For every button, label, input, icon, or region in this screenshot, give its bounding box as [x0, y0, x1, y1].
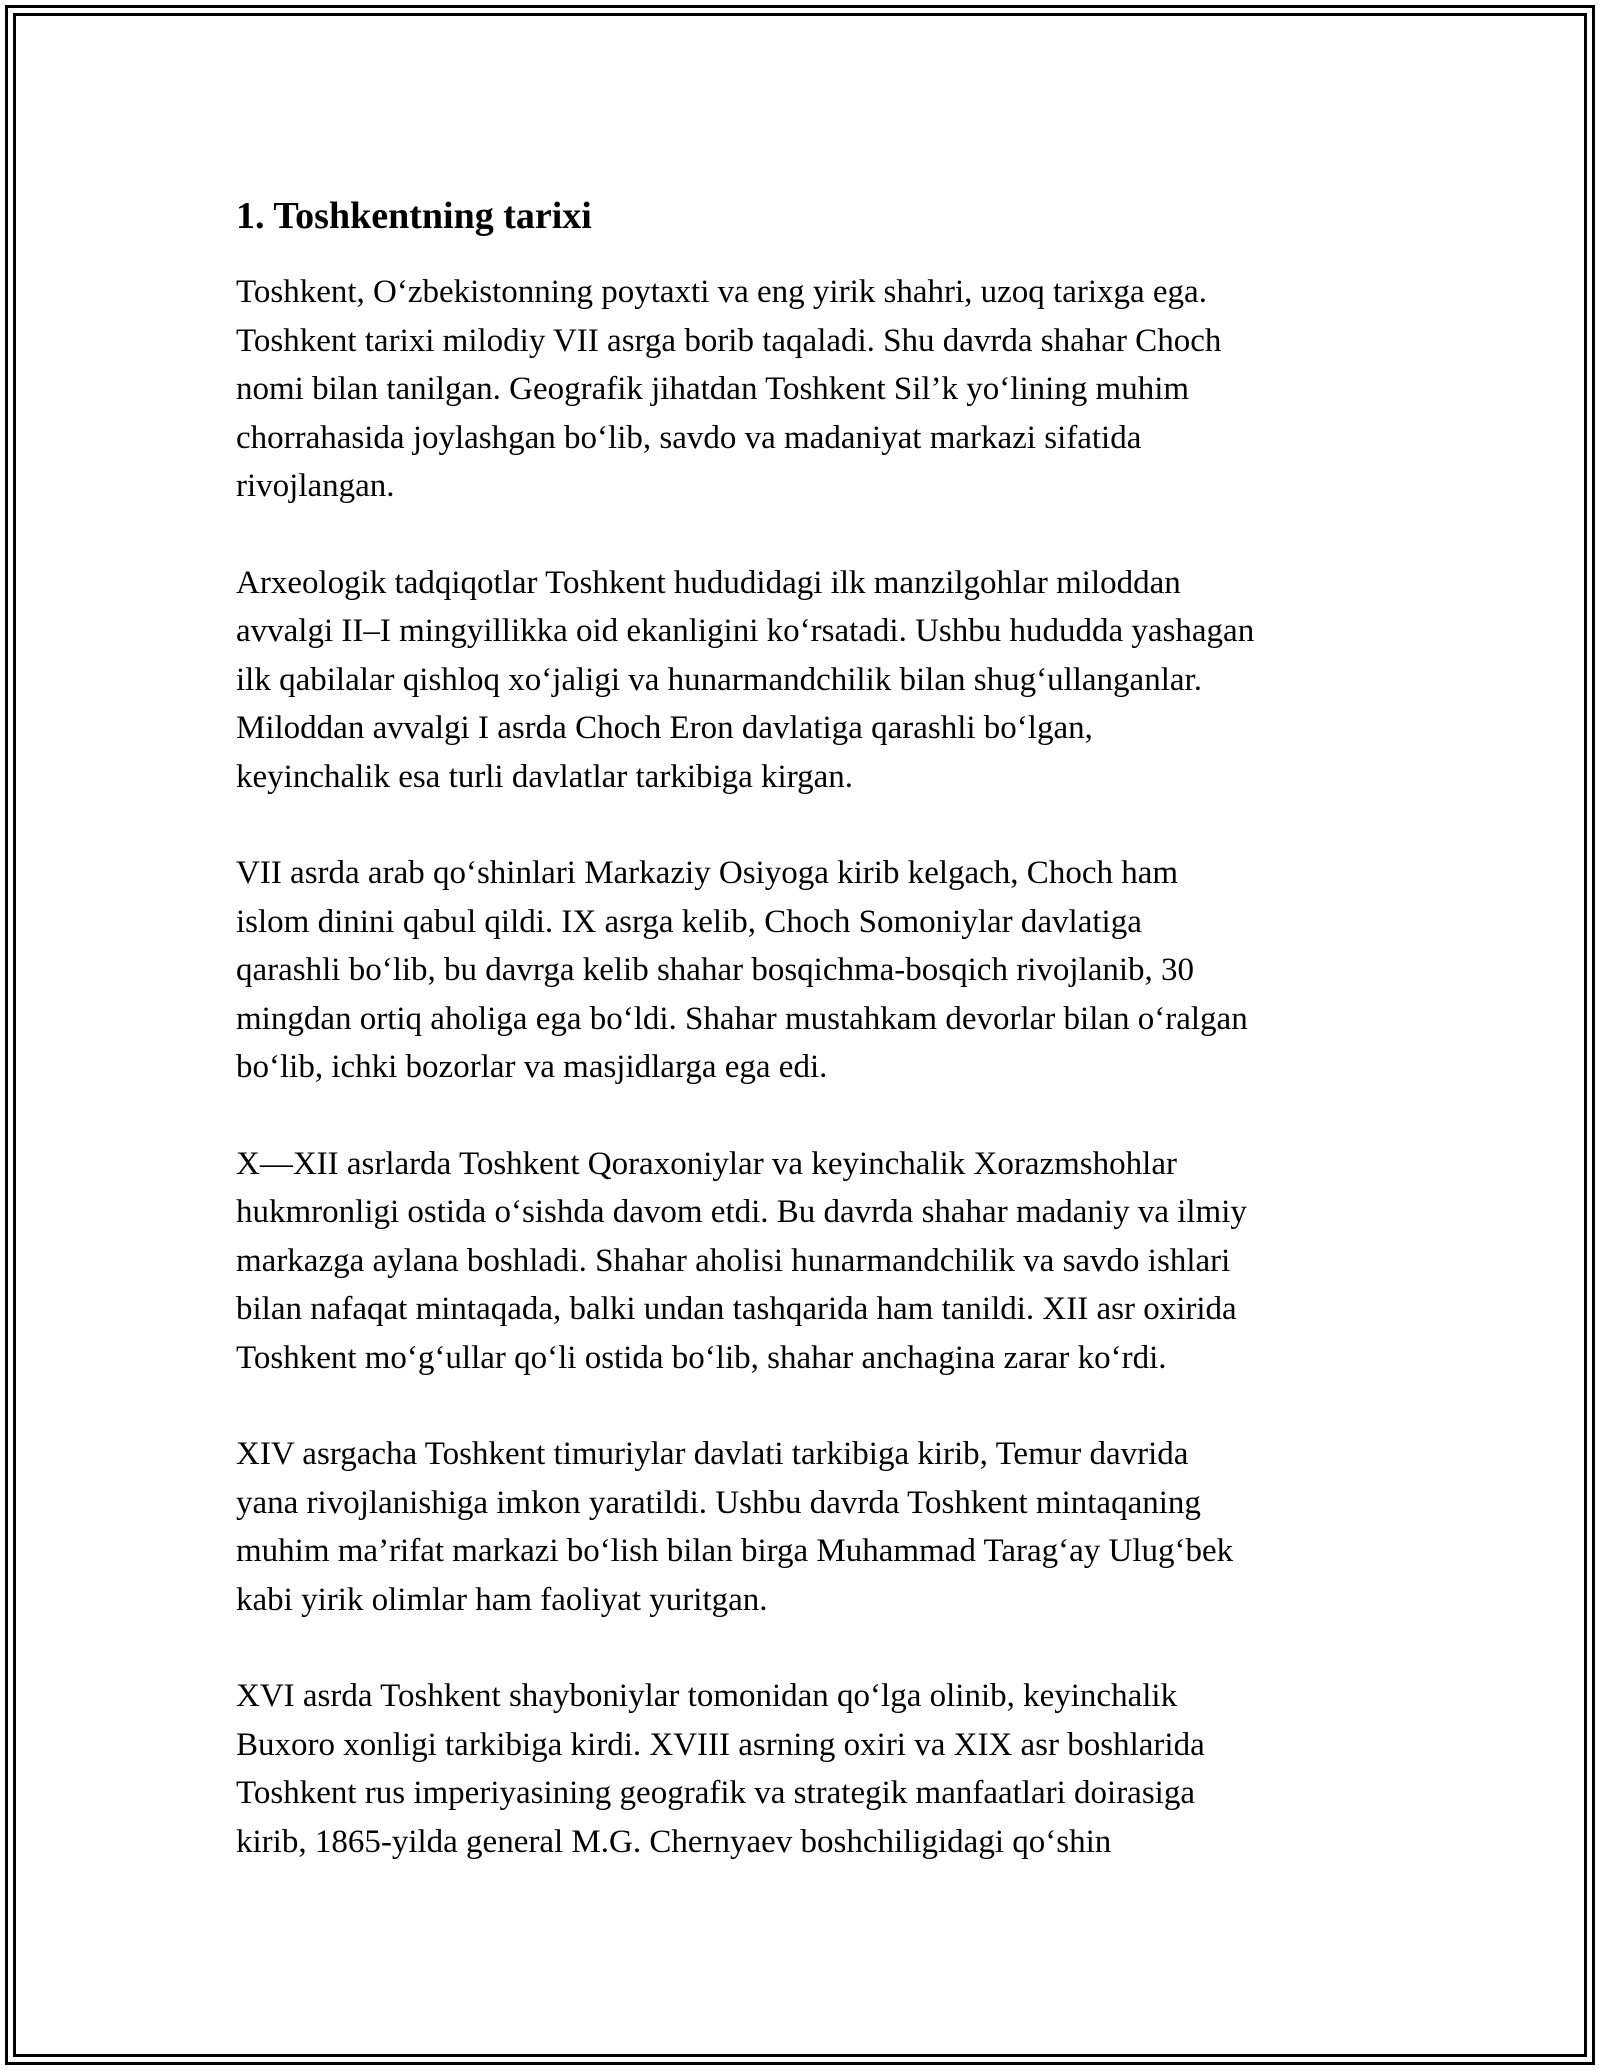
paragraph-4: X—XII asrlarda Toshkent Qoraxoniylar va keyinchalik Xorazmshohlar hukmronligi ostida o‘sishda davom etdi. Bu davrda shahar madaniy va ilmiy markazga aylana boshladi. Shahar aholisi hunarmandchilik va savdo ishlari bilan nafaqat mintaqada, balki undan tashqarida ham tanildi. XII asr oxirida Toshkent mo‘g‘ullar qo‘li ostida bo‘lib, shahar anchagina zarar ko‘rdi.	[236, 1145, 1247, 1376]
paragraph-2: Arxeologik tadqiqotlar Toshkent hududidagi ilk manzilgohlar miloddan avvalgi II–I mingyillikka oid ekanligini ko‘rsatadi. Ushbu hududda yashagan ilk qabilalar qishloq xo‘jaligi va hunarmandchilik bilan shug‘ullanganlar. Miloddan avvalgi I asrda Choch Eron davlatiga qarashli bo‘lgan, keyinchalik esa turli davlatlar tarkibiga kirgan.	[236, 564, 1255, 795]
paragraph-1: Toshkent, O‘zbekistonning poytaxti va eng yirik shahri, uzoq tarixga ega. Toshkent tarixi milodiy VII asrga borib taqaladi. Shu davrda shahar Choch nomi bilan tanilgan. Geografik jihatdan Toshkent Sil’k yo‘lining muhim chorrahasida joylashgan bo‘lib, savdo va madaniyat markazi sifatida rivojlangan.	[236, 274, 1222, 504]
paragraph-6: XVI asrda Toshkent shayboniylar tomonidan qo‘lga olinib, keyinchalik Buxoro xonligi tarkibiga kirdi. XVIII asrning oxiri va XIX asr boshlarida Toshkent rus imperiyasining geografik va strategik manfaatlari doirasiga kirib, 1865-yilda general M.G. Chernyaev boshchiligidagi qo‘shin	[236, 1678, 1205, 1860]
paragraph-3: VII asrda arab qo‘shinlari Markaziy Osiyoga kirib kelgach, Choch ham islom dinini qabul qildi. IX asrga kelib, Choch Somoniylar davlatiga qarashli bo‘lib, bu davrga kelib shahar bosqichma-bosqich rivojlanib, 30 mingdan ortiq aholiga ega bo‘ldi. Shahar mustahkam devorlar bilan o‘ralgan bo‘lib, ichki bozorlar va masjidlarga ega edi.	[236, 855, 1248, 1085]
section-heading: 1. Toshkentning tarixi	[236, 195, 592, 237]
paragraph-5: XIV asrgacha Toshkent timuriylar davlati tarkibiga kirib, Temur davrida yana rivojlanishiga imkon yaratildi. Ushbu davrda Toshkent mintaqaning muhim ma’rifat markazi bo‘lish bilan birga Muhammad Tarag‘ay Ulug‘bek kabi yirik olimlar ham faoliyat yuritgan.	[236, 1436, 1234, 1618]
document-body	[236, 188, 1376, 1914]
